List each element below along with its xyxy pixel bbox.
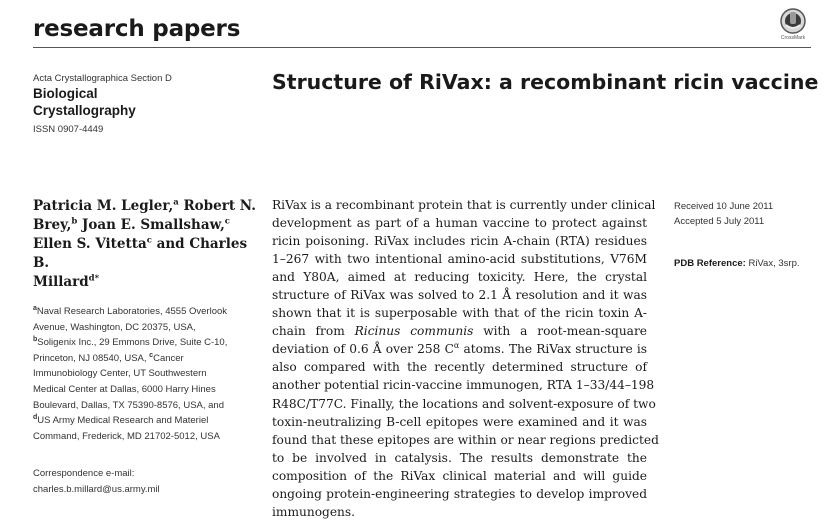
text-run: ricin poisoning. RiVax includes ricin A-chain (RTA) residues	[272, 234, 647, 249]
correspondence-email[interactable]: charles.b.millard@us.army.mil	[33, 484, 160, 495]
affiliation-line	[33, 335, 273, 351]
abstract-line	[272, 268, 647, 286]
italic-text: Ricinus communis	[354, 324, 474, 339]
abstract-line	[272, 485, 647, 503]
abstract-line	[272, 304, 647, 322]
section-title: research papers	[33, 16, 241, 42]
text-run: Boulevard, Dallas, TX 75390-8576, USA, and	[33, 399, 224, 411]
article-dates	[674, 199, 824, 229]
crossmark-label: CrossMark	[780, 35, 806, 41]
author-line	[33, 273, 263, 292]
text-run: composition of the RiVax clinical material and will guide	[272, 468, 647, 483]
abstract-line	[272, 340, 647, 358]
text-run: Naval Research Laboratories, 4555 Overlook	[36, 306, 228, 317]
superscript: d	[33, 414, 38, 421]
affiliation-line	[33, 304, 273, 320]
text-run: 1–267 with two intentional amino-acid substitutions, V76M	[272, 252, 647, 267]
text-run: Patricia M. Legler,	[33, 198, 174, 214]
affiliations	[33, 304, 273, 444]
journal-series: Acta Crystallographica Section D	[33, 73, 172, 84]
journal-name-line1: Biological	[33, 86, 98, 101]
abstract-line	[272, 376, 655, 394]
text-run: R48C/T77C. Finally, the locations and solvent-exposure of two	[272, 396, 656, 411]
text-run: to be involved in catalysis. The results demonstrate the	[272, 450, 647, 465]
text-run: and Y80A, aimed at reducing toxicity. Here, the crystal	[272, 270, 647, 285]
abstract-line	[272, 467, 647, 485]
pdb-reference	[674, 258, 834, 269]
superscript: b	[71, 216, 78, 227]
abstract-line	[272, 286, 647, 304]
affiliation-line	[33, 382, 273, 398]
text-run: Avenue, Washington, DC 20375, USA,	[33, 321, 196, 333]
affiliation-line	[33, 398, 273, 414]
text-run: found that these epitopes are within or near regions predicted	[272, 432, 659, 447]
affiliation-line	[33, 320, 273, 336]
text-run: toxin-neutralizing B-cell epitopes were examined and it was	[272, 414, 647, 429]
abstract-line	[272, 503, 647, 521]
author-line	[33, 235, 263, 273]
abstract-line	[272, 196, 656, 214]
superscript: c	[224, 216, 230, 227]
pdb-reference-value[interactable]: RiVax, 3srp.	[748, 258, 800, 269]
text-run: and Charles B.	[33, 236, 248, 271]
text-run: Millard	[33, 274, 89, 290]
author-list	[33, 197, 263, 292]
text-run: Brey,	[33, 217, 72, 233]
text-run: development as part of a human vaccine to protect against	[272, 216, 647, 231]
superscript: c	[149, 351, 154, 359]
text-run: Joan E. Smallshaw,	[77, 217, 225, 233]
abstract-line	[272, 449, 647, 467]
text-run: Cancer	[153, 352, 184, 364]
abstract-line	[272, 431, 659, 449]
text-run: another potential ricin-vaccine immunogen, RTA 1–33/44–198	[272, 378, 655, 393]
accepted-date: Accepted 5 July 2011	[674, 216, 765, 227]
text-run: Immunobiology Center, UT Southwestern	[33, 368, 207, 380]
journal-name-line2: Crystallography	[33, 103, 136, 118]
abstract-line	[272, 232, 647, 250]
journal-info	[33, 72, 233, 135]
text-run: ongoing protein-engineering strategies to develop improved	[272, 486, 647, 501]
text-run: Robert N.	[178, 198, 256, 214]
text-run: Princeton, NJ 08540, USA,	[33, 352, 150, 364]
affiliation-line	[33, 366, 273, 382]
paper-title: Structure of RiVax: a recombinant ricin vaccine	[272, 70, 819, 94]
pdb-reference-label: PDB Reference:	[674, 258, 746, 269]
text-run: Medical Center at Dallas, 6000 Harry Hines	[33, 383, 216, 395]
affiliation-line	[33, 429, 273, 445]
abstract-line	[272, 358, 647, 376]
text-run: Ellen S. Vitetta	[33, 236, 147, 252]
affiliation-line	[33, 413, 273, 429]
author-line	[33, 216, 263, 235]
abstract-line	[272, 395, 656, 413]
superscript: d*	[88, 273, 100, 284]
journal-issn: ISSN 0907-4449	[33, 124, 104, 135]
superscript: α	[453, 341, 460, 351]
superscript: b	[33, 336, 38, 344]
author-line	[33, 197, 263, 216]
text-run: deviation of 0.6 Å over 258 C	[272, 342, 454, 357]
text-run: with a root-mean-square	[473, 324, 647, 339]
text-run: chain from	[272, 324, 355, 339]
crossmark-logo[interactable]	[776, 8, 810, 42]
affiliation-line	[33, 351, 273, 367]
text-run: immunogens.	[272, 504, 356, 519]
text-run: Command, Frederick, MD 21702-5012, USA	[33, 430, 220, 442]
crossmark-icon	[780, 8, 806, 34]
text-run: also compared with the recently determined structure of	[272, 360, 647, 375]
correspondence	[33, 466, 273, 498]
received-date: Received 10 June 2011	[674, 201, 774, 212]
abstract-line	[272, 413, 647, 431]
text-run: US Army Medical Research and Materiel	[37, 415, 209, 427]
superscript: a	[33, 304, 37, 312]
abstract-line	[272, 214, 647, 232]
header-rule	[33, 47, 811, 48]
abstract-line	[272, 322, 647, 340]
text-run: Soligenix Inc., 29 Emmons Drive, Suite C-10,	[37, 337, 228, 349]
correspondence-label: Correspondence e-mail:	[33, 468, 135, 479]
text-run: shown that it is superposable with that of the ricin toxin A-	[272, 306, 647, 321]
superscript: a	[173, 197, 179, 208]
superscript: c	[146, 235, 152, 246]
text-run: atoms. The RiVax structure is	[459, 342, 648, 357]
text-run: RiVax is a recombinant protein that is currently under clinical	[272, 198, 656, 212]
text-run: structure of RiVax was solved to 2.1 Å resolution and it was	[272, 288, 647, 303]
abstract	[272, 196, 659, 521]
abstract-line	[272, 250, 647, 268]
